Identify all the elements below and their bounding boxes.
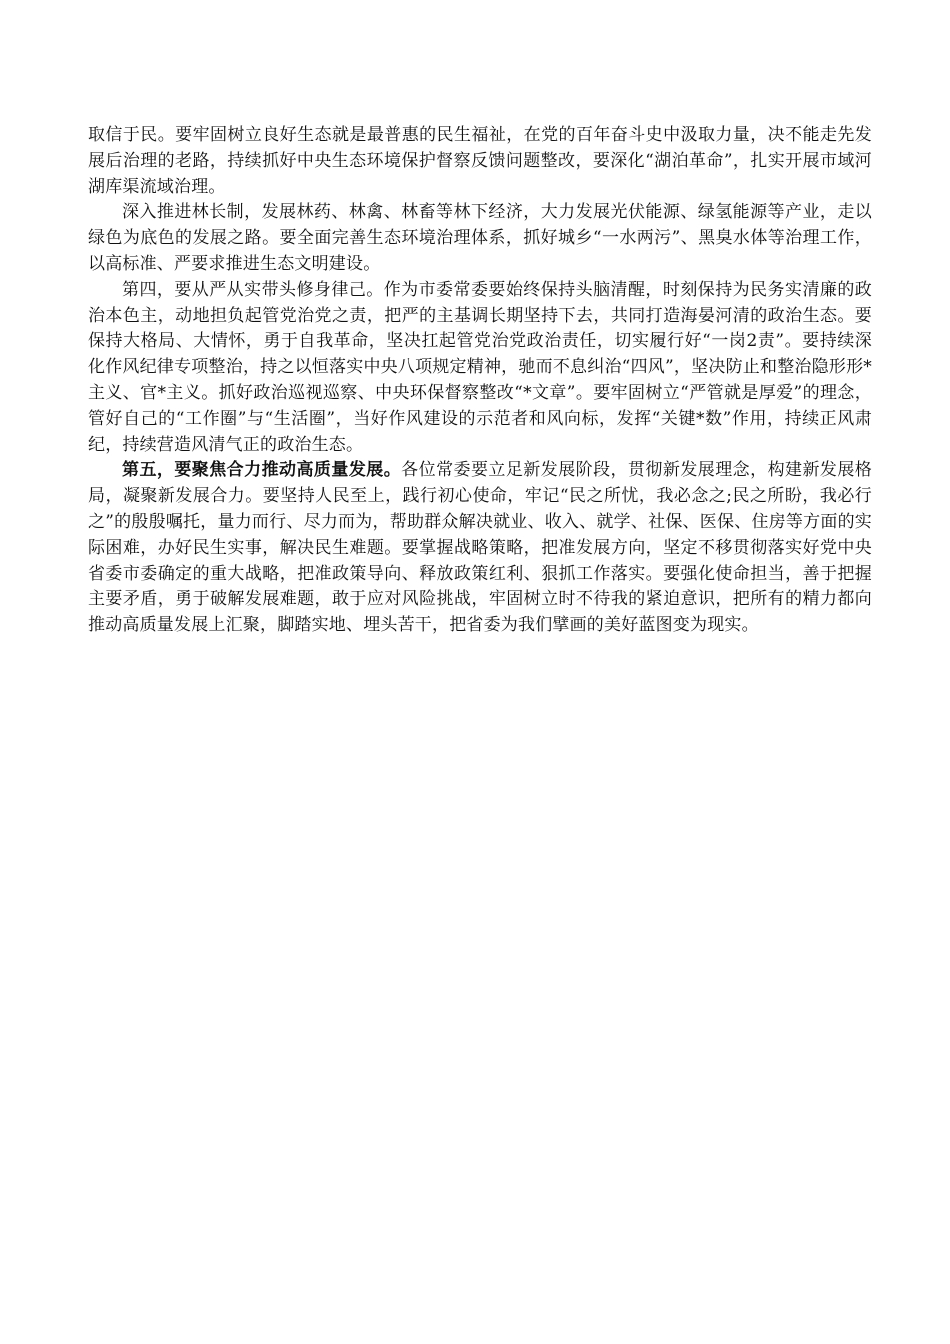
- paragraph-1-text: 取信于民。要牢固树立良好生态就是最普惠的民生福祉，在党的百年奋斗史中汲取力量，决不能走先发展后治理的老路，持续抓好中央生态环境保护督察反馈问题整改，要深化“湖泊革命”，扎实开展市域河湖库渠流域治理。: [88, 125, 872, 197]
- paragraph-3-text: 第四，要从严从实带头修身律己。作为市委常委要始终保持头脑清醒，时刻保持为民务实清廉的政治本色主，动地担负起管党治党之责，把严的主基调长期坚持下去，共同打造海晏河清的政治生态。要保持大格局、大情怀，勇于自我革命，坚决扛起管党治党政治责任，切实履行好“一岗2责”。要持续深化作风纪律专项整治，持之以恒落实中央八项规定精神，驰而不息纠治“四风”，坚决防止和整治隐形形*主义、官*主义。抓好政治巡视巡察、中央环保督察整改“*文章”。要牢固树立“严管就是厚爱”的理念，管好自己的“工作圈”与“生活圈”，当好作风建设的示范者和风向标，发挥“关键*数”作用，持续正风肃纪，持续营造风清气正的政治生态。: [88, 279, 872, 455]
- paragraph-2-text: 深入推进林长制，发展林药、林禽、林畜等林下经济，大力发展光伏能源、绿氢能源等产业，走以绿色为底色的发展之路。要全面完善生态环境治理体系，抓好城乡“一水两污”、黑臭水体等治理工作，以高标准、严要求推进生态文明建设。: [88, 202, 872, 274]
- paragraph-4-text: 各位常委要立足新发展阶段，贯彻新发展理念，构建新发展格局，凝聚新发展合力。要坚持人民至上，践行初心使命，牢记“民之所忧，我必念之;民之所盼，我必行之”的殷殷嘱托，量力而行、尽力而为，帮助群众解决就业、收入、就学、社保、医保、住房等方面的实际困难，办好民生实事，解决民生难题。要掌握战略策略，把准发展方向，坚定不移贯彻落实好党中央省委市委确定的重大战略，把准政策导向、释放政策红利、狠抓工作落实。要强化使命担当，善于把握主要矛盾，勇于破解发展难题，敢于应对风险挑战，牢固树立时不待我的紧迫意识，把所有的精力都向推动高质量发展上汇聚，脚踏实地、埋头苦干，把省委为我们擘画的美好蓝图变为现实。: [88, 460, 873, 636]
- paragraph-4-lead: 第五，要聚焦合力推动高质量发展。: [122, 460, 402, 481]
- paragraph-3: [88, 278, 872, 459]
- document-body: [88, 123, 872, 639]
- paragraph-2: [88, 200, 872, 277]
- paragraph-1: [88, 123, 872, 200]
- paragraph-4: [88, 458, 872, 639]
